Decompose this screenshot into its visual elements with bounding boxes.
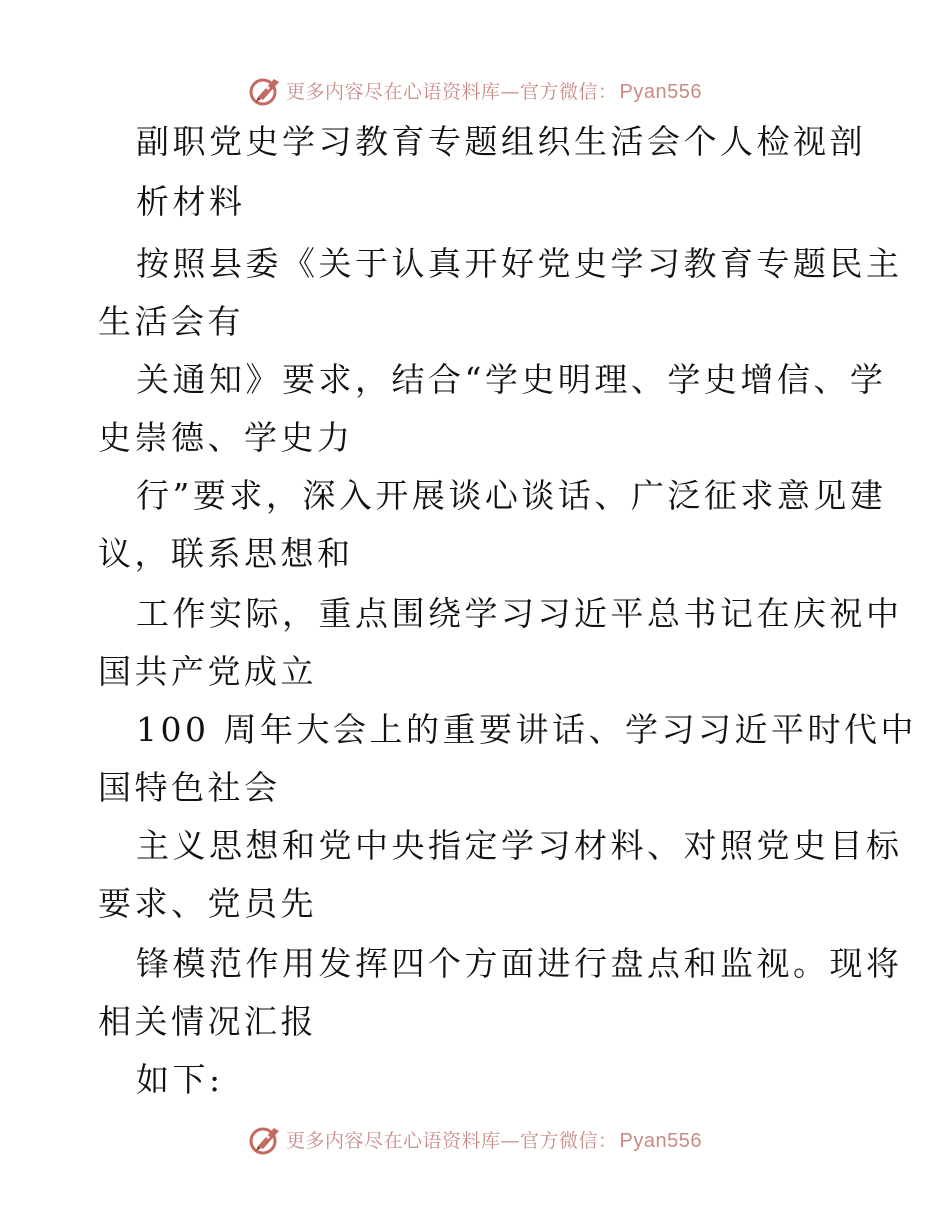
paragraph-line: 议，联系思想和 — [98, 534, 354, 573]
paragraph-line: 如下: — [136, 1060, 224, 1099]
paragraph-line: 行”要求，深入开展谈心谈话、广泛征求意见建 — [136, 476, 887, 515]
document-title-line-1: 副职党史学习教育专题组织生活会个人检视剖 — [136, 122, 866, 161]
pen-nib-circle-icon — [248, 73, 282, 107]
header-watermark-banner — [0, 70, 950, 110]
document-title-line-2: 析材料 — [136, 182, 246, 221]
paragraph-line: 生活会有 — [98, 302, 244, 341]
paragraph-line: 关通知》要求，结合“学史明理、学史增信、学 — [136, 360, 887, 399]
paragraph-line: 100 周年大会上的重要讲话、学习习近平时代中 — [136, 710, 917, 749]
paragraph-line: 国特色社会 — [98, 768, 281, 807]
footer-watermark-banner — [0, 1119, 950, 1159]
paragraph-line: 按照县委《关于认真开好党史学习教育专题民主 — [136, 244, 903, 283]
watermark-text: 更多内容尽在心语资料库—官方微信： Pyan556 — [286, 80, 702, 103]
paragraph-line: 要求、党员先 — [98, 884, 317, 923]
watermark-text: 更多内容尽在心语资料库—官方微信： Pyan556 — [286, 1129, 702, 1152]
paragraph-line: 锋模范作用发挥四个方面进行盘点和监视。现将 — [136, 944, 903, 983]
paragraph-line: 相关情况汇报 — [98, 1002, 317, 1041]
paragraph-line: 国共产党成立 — [98, 652, 317, 691]
paragraph-line: 史崇德、学史力 — [98, 418, 354, 457]
paragraph-line: 主义思想和党中央指定学习材料、对照党史目标 — [136, 826, 903, 865]
paragraph-line: 工作实际，重点围绕学习习近平总书记在庆祝中 — [136, 594, 903, 633]
pen-nib-circle-icon — [248, 1122, 282, 1156]
